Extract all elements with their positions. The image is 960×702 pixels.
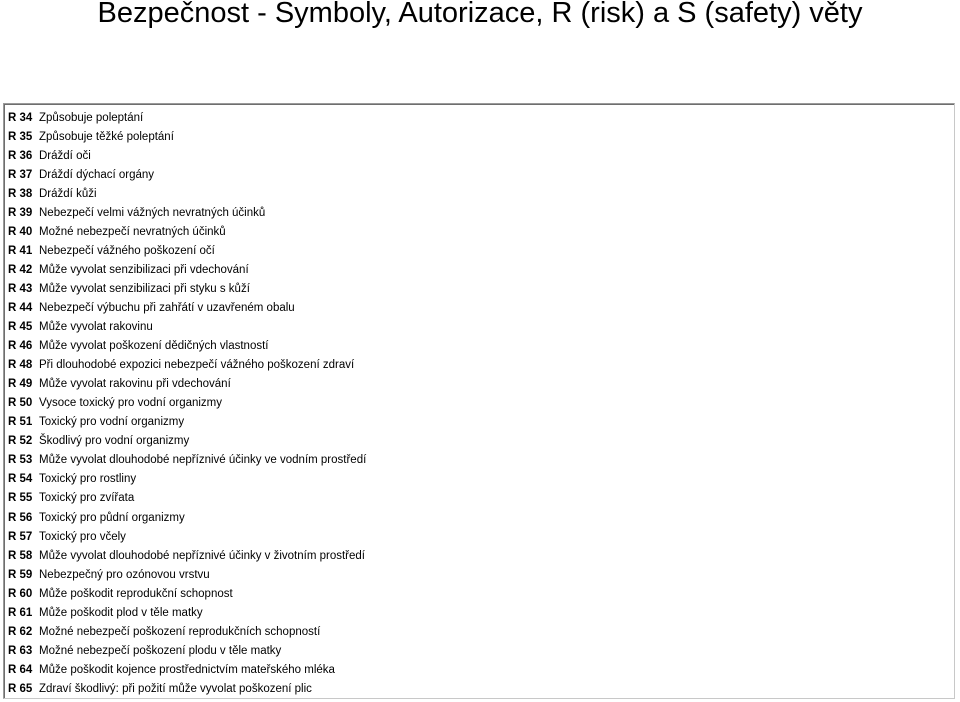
r-phrase-code: R 42 xyxy=(8,263,33,276)
r-phrase-row xyxy=(8,565,366,584)
r-phrase-row xyxy=(8,146,366,165)
r-phrase-code: R 43 xyxy=(8,282,33,295)
r-phrase-text: Způsobuje těžké poleptání xyxy=(39,130,174,143)
r-phrase-row xyxy=(8,337,366,356)
r-phrase-row xyxy=(8,641,366,660)
r-phrase-code: R 51 xyxy=(8,416,33,429)
r-phrase-text: Škodlivý pro vodní organizmy xyxy=(39,435,190,448)
r-phrase-text: Možné nebezpečí poškození plodu v těle matky xyxy=(39,644,282,657)
r-phrase-code: R 54 xyxy=(8,473,33,486)
r-phrase-text: Může vyvolat senzibilizaci při vdechování xyxy=(39,263,249,276)
r-phrase-code: R 52 xyxy=(8,435,33,448)
r-phrase-code: R 38 xyxy=(8,187,33,200)
r-phrase-code: R 64 xyxy=(8,663,33,676)
r-phrase-row xyxy=(8,298,366,317)
r-phrase-text: Může vyvolat poškození dědičných vlastností xyxy=(39,340,269,353)
r-phrase-code: R 46 xyxy=(8,340,33,353)
r-phrase-code: R 44 xyxy=(8,301,33,314)
page-title: Bezpečnost - Symboly, Autorizace, R (risk) a S (safety) věty xyxy=(97,0,863,29)
r-phrase-text: Dráždí kůži xyxy=(39,187,97,200)
r-phrase-row xyxy=(8,222,366,241)
r-phrase-text: Dráždí dýchací orgány xyxy=(39,168,155,181)
r-phrase-code: R 55 xyxy=(8,492,33,505)
r-phrase-row xyxy=(8,527,366,546)
r-phrase-text: Nebezpečí vážného poškození očí xyxy=(39,244,215,257)
r-phrase-row xyxy=(8,203,366,222)
r-phrase-code: R 40 xyxy=(8,225,33,238)
r-phrases-list xyxy=(8,108,366,698)
r-phrase-text: Nebezpečný pro ozónovou vrstvu xyxy=(39,568,210,581)
r-phrase-row xyxy=(8,584,366,603)
r-phrase-text: Nebezpečí výbuchu při zahřátí v uzavřeném obalu xyxy=(39,301,295,314)
r-phrase-row xyxy=(8,679,366,698)
r-phrase-code: R 65 xyxy=(8,682,33,695)
r-phrase-text: Může vyvolat rakovinu xyxy=(39,321,153,334)
r-phrase-text: Může vyvolat dlouhodobé nepříznivé účinky ve vodním prostředí xyxy=(39,454,367,467)
r-phrase-code: R 36 xyxy=(8,149,33,162)
r-phrase-code: R 59 xyxy=(8,568,33,581)
r-phrase-text: Při dlouhodobé expozici nebezpečí vážného poškození zdraví xyxy=(39,359,355,372)
r-phrase-text: Vysoce toxický pro vodní organizmy xyxy=(39,397,223,410)
r-phrase-code: R 56 xyxy=(8,511,33,524)
r-phrase-text: Může poškodit kojence prostřednictvím mateřského mléka xyxy=(39,663,335,676)
r-phrase-row xyxy=(8,451,366,470)
r-phrase-text: Může vyvolat senzibilizaci při styku s kůží xyxy=(39,282,250,295)
r-phrase-code: R 58 xyxy=(8,549,33,562)
r-phrase-row xyxy=(8,241,366,260)
r-phrase-row xyxy=(8,489,366,508)
r-phrase-text: Toxický pro včely xyxy=(39,530,126,543)
r-phrase-text: Dráždí oči xyxy=(39,149,91,162)
r-phrase-row xyxy=(8,184,366,203)
r-phrase-code: R 34 xyxy=(8,111,33,124)
r-phrase-code: R 50 xyxy=(8,397,33,410)
r-phrase-text: Způsobuje poleptání xyxy=(39,111,144,124)
r-phrase-code: R 60 xyxy=(8,587,33,600)
r-phrase-row xyxy=(8,508,366,527)
r-phrase-code: R 53 xyxy=(8,454,33,467)
r-phrase-code: R 39 xyxy=(8,206,33,219)
r-phrase-text: Možné nebezpečí nevratných účinků xyxy=(39,225,226,238)
r-phrase-text: Nebezpečí velmi vážných nevratných účinků xyxy=(39,206,266,219)
r-phrase-text: Zdraví škodlivý: při požití může vyvolat poškození plic xyxy=(39,682,312,695)
r-phrase-row xyxy=(8,108,366,127)
r-phrase-row xyxy=(8,413,366,432)
r-phrase-row xyxy=(8,470,366,489)
r-phrase-row xyxy=(8,622,366,641)
r-phrase-row xyxy=(8,356,366,375)
r-phrase-row xyxy=(8,165,366,184)
r-phrase-text: Toxický pro zvířata xyxy=(39,492,135,505)
r-phrase-row xyxy=(8,375,366,394)
r-phrase-text: Může vyvolat dlouhodobé nepříznivé účinky v životním prostředí xyxy=(39,549,365,562)
r-phrase-code: R 35 xyxy=(8,130,33,143)
r-phrase-text: Může poškodit plod v těle matky xyxy=(39,606,203,619)
r-phrase-code: R 37 xyxy=(8,168,33,181)
r-phrase-row xyxy=(8,394,366,413)
r-phrase-code: R 61 xyxy=(8,606,33,619)
r-phrase-code: R 48 xyxy=(8,359,33,372)
r-phrase-text: Toxický pro půdní organizmy xyxy=(39,511,185,524)
r-phrase-row xyxy=(8,546,366,565)
r-phrase-code: R 62 xyxy=(8,625,33,638)
r-phrase-code: R 49 xyxy=(8,378,33,391)
r-phrase-text: Toxický pro vodní organizmy xyxy=(39,416,185,429)
r-phrase-code: R 63 xyxy=(8,644,33,657)
r-phrase-row xyxy=(8,603,366,622)
r-phrase-row xyxy=(8,318,366,337)
r-phrase-row xyxy=(8,432,366,451)
r-phrase-text: Může poškodit reprodukční schopnost xyxy=(39,587,233,600)
r-phrase-row xyxy=(8,279,366,298)
r-phrase-row xyxy=(8,660,366,679)
r-phrase-text: Možné nebezpečí poškození reprodukčních schopností xyxy=(39,625,321,638)
r-phrase-code: R 57 xyxy=(8,530,33,543)
r-phrase-code: R 41 xyxy=(8,244,33,257)
r-phrase-row xyxy=(8,260,366,279)
r-phrase-text: Může vyvolat rakovinu při vdechování xyxy=(39,378,231,391)
r-phrases-panel xyxy=(3,103,955,699)
r-phrase-text: Toxický pro rostliny xyxy=(39,473,137,486)
r-phrase-row xyxy=(8,127,366,146)
r-phrase-code: R 45 xyxy=(8,321,33,334)
